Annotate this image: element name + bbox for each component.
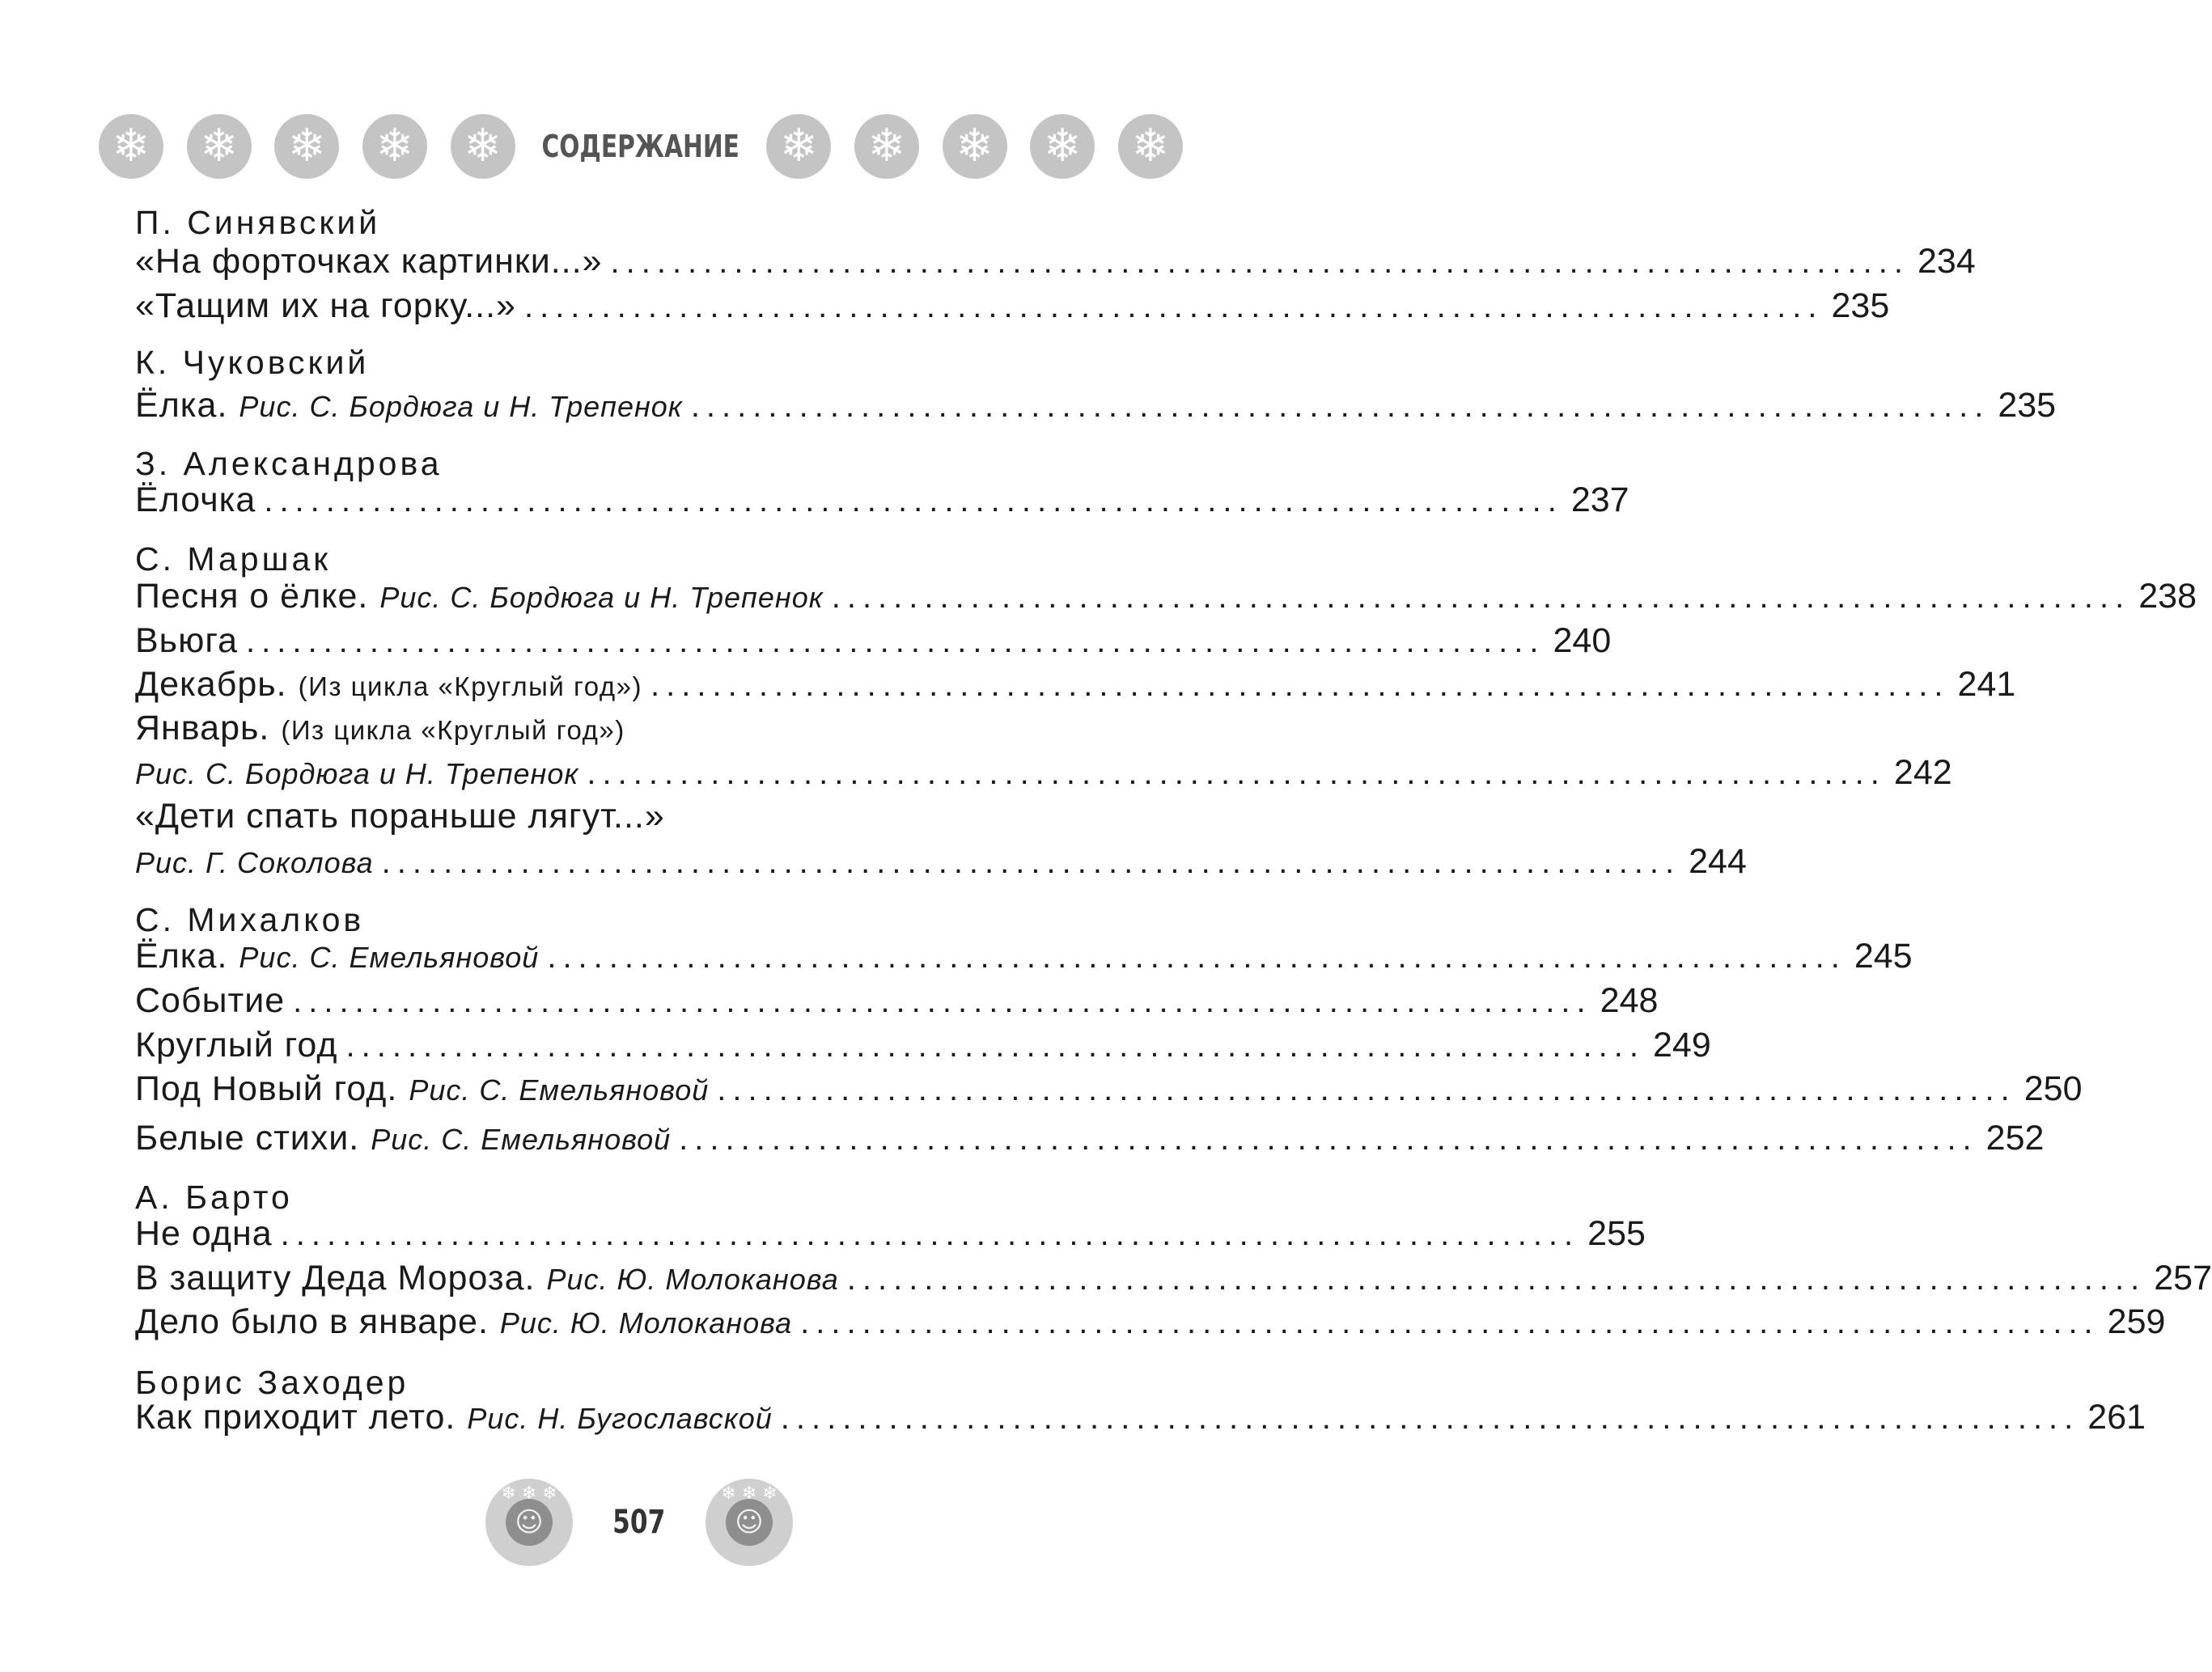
toc-entry[interactable] [135, 480, 1629, 519]
entry-title: Ёлка. [135, 937, 228, 976]
entry-title: Как приходит лето. [135, 1398, 456, 1437]
toc-entry[interactable] [135, 665, 2016, 704]
entry-illustrator: Рис. С. Бордюга и Н. Трепенок [379, 581, 824, 614]
entry-title: «Тащим их на горку...» [135, 286, 516, 325]
toc-entry[interactable] [135, 1398, 2146, 1437]
snowflake-icon: ❄ [451, 114, 515, 179]
entry-illustrator: Рис. С. Бордюга и Н. Трепенок [135, 757, 579, 790]
dot-leader: .................................................................................... [831, 579, 2131, 615]
author-heading: Борис Заходер [135, 1364, 409, 1401]
entry-title: Событие [135, 981, 286, 1020]
entry-title: Круглый год [135, 1026, 338, 1065]
toc-entry[interactable] [135, 937, 1913, 976]
entry-page: 235 [1998, 386, 2057, 425]
snowflake-icon: ❄ [362, 114, 427, 179]
toc-entry[interactable] [135, 1214, 1646, 1253]
entry-title: В защиту Деда Мороза. [135, 1259, 536, 1297]
dot-leader: .................................................................................... [780, 1400, 2080, 1436]
author-heading: П. Синявский [135, 204, 381, 241]
entry-illustrator: Рис. Н. Бугославской [467, 1402, 773, 1435]
entry-illustrator: Рис. С. Емельяновой [239, 941, 540, 974]
dot-leader: .................................................................................... [280, 1217, 1580, 1252]
entry-title: «На форточках картинки...» [135, 242, 603, 281]
toc-entry-first-line[interactable] [135, 709, 625, 747]
face-icon: ☺ [506, 1499, 553, 1546]
entry-page: 235 [1831, 286, 1890, 325]
snowflake-icon: ❄ [187, 114, 252, 179]
entry-illustrator: Рис. Ю. Молоканова [499, 1306, 793, 1340]
snowflake-icon: ❄ [99, 114, 163, 179]
entry-illustrator: Рис. Г. Соколова [135, 846, 374, 879]
entry-page: 261 [2087, 1398, 2146, 1437]
entry-page: 240 [1553, 621, 1612, 660]
dot-leader: .................................................................................... [679, 1121, 1978, 1157]
entry-page: 237 [1570, 480, 1629, 519]
toc-entry[interactable] [135, 242, 1976, 281]
entry-title: Белые стихи. [135, 1119, 360, 1158]
dot-leader: .................................................................................... [800, 1305, 2100, 1340]
toc-entry[interactable] [135, 1069, 2083, 1108]
entry-illustrator: Рис. С. Емельяновой [371, 1123, 672, 1156]
toc-entry-first-line[interactable] [135, 798, 665, 836]
snowflake-icon: ❄ [854, 114, 919, 179]
toc-entry[interactable] [135, 1259, 2212, 1297]
entry-title: «Дети спать пораньше лягут...» [135, 797, 665, 836]
snowflake-icon: ❄ [766, 114, 831, 179]
entry-title: Песня о ёлке. [135, 577, 369, 616]
author-heading: К. Чуковский [135, 344, 370, 381]
entry-page: 234 [1917, 242, 1976, 281]
author-heading: З. Александрова [135, 445, 443, 482]
entry-title: Январь. [135, 709, 270, 747]
entry-page: 255 [1587, 1214, 1646, 1253]
dot-leader: .................................................................................... [610, 244, 1909, 280]
entry-page: 252 [1985, 1119, 2045, 1158]
toc-entry[interactable] [135, 1302, 2166, 1341]
entry-title: Декабрь. [135, 665, 287, 704]
dot-leader: .................................................................................... [523, 289, 1824, 324]
entry-page: 248 [1600, 981, 1659, 1020]
entry-title: Дело было в январе. [135, 1302, 489, 1341]
entry-page: 245 [1854, 937, 1913, 976]
toc-entry[interactable] [135, 842, 1747, 881]
author-heading: А. Барто [135, 1179, 293, 1216]
toc-entry[interactable] [135, 1026, 1711, 1065]
dot-leader: .................................................................................... [690, 388, 1990, 424]
face-icon: ☺ [726, 1499, 773, 1546]
toc-entry[interactable] [135, 286, 1890, 325]
entry-title: Вьюга [135, 621, 238, 660]
snow-maiden-medallion-icon [485, 1479, 573, 1566]
dot-leader: .................................................................................... [246, 624, 1545, 659]
toc-entry[interactable] [135, 981, 1659, 1020]
entry-page: 259 [2107, 1302, 2166, 1341]
author-heading: С. Михалков [135, 901, 365, 938]
entry-note: (Из цикла «Круглый год») [281, 715, 625, 745]
entry-page: 238 [2138, 577, 2197, 616]
toc-entry[interactable] [135, 621, 1612, 660]
entry-title: Ёлка. [135, 386, 228, 425]
entry-illustrator: Рис. С. Бордюга и Н. Трепенок [239, 390, 683, 423]
entry-note: (Из цикла «Круглый год») [298, 671, 643, 701]
dot-leader: .................................................................................... [345, 1028, 1645, 1064]
snow-maiden-medallion-icon [706, 1479, 793, 1566]
dot-leader: .................................................................................... [846, 1261, 2146, 1297]
snowflake-icon: ❄ [1118, 114, 1183, 179]
entry-title: Под Новый год. [135, 1069, 398, 1108]
entry-title: Ёлочка [135, 480, 256, 519]
snowflake-icon: ❄ ❄ ❄ [501, 1484, 557, 1504]
entry-page: 250 [2023, 1069, 2083, 1108]
snowflake-icon: ❄ [1030, 114, 1095, 179]
page-footer [485, 1474, 793, 1571]
dot-leader: .................................................................................... [264, 483, 1563, 519]
dot-leader: .................................................................................... [587, 756, 1886, 791]
entry-illustrator: Рис. Ю. Молоканова [546, 1263, 839, 1296]
snowflake-icon: ❄ [274, 114, 339, 179]
dot-leader: .................................................................................... [650, 667, 1950, 703]
snowflake-icon: ❄ ❄ ❄ [721, 1484, 778, 1504]
dot-leader: .................................................................................... [717, 1072, 2016, 1107]
entry-page: 249 [1653, 1026, 1711, 1065]
page-title: СОДЕРЖАНИЕ [541, 129, 740, 164]
dot-leader: .................................................................................... [547, 939, 1846, 975]
author-heading: С. Маршак [135, 540, 332, 578]
dot-leader: .................................................................................... [293, 984, 1592, 1019]
entry-illustrator: Рис. С. Емельяновой [409, 1073, 710, 1107]
entry-page: 241 [1957, 665, 2016, 704]
entry-page: 242 [1893, 753, 1952, 792]
page-number: 507 [612, 1504, 666, 1541]
snowflake-icon: ❄ [943, 114, 1007, 179]
entry-page: 244 [1689, 842, 1747, 881]
entry-page: 257 [2154, 1259, 2212, 1297]
toc-entry[interactable] [135, 577, 2197, 616]
entry-title: Не одна [135, 1214, 273, 1253]
toc-entry[interactable] [135, 1119, 2045, 1158]
toc-entry[interactable] [135, 753, 1952, 792]
dot-leader: .................................................................................... [381, 844, 1681, 880]
toc-entry[interactable] [135, 386, 2057, 425]
